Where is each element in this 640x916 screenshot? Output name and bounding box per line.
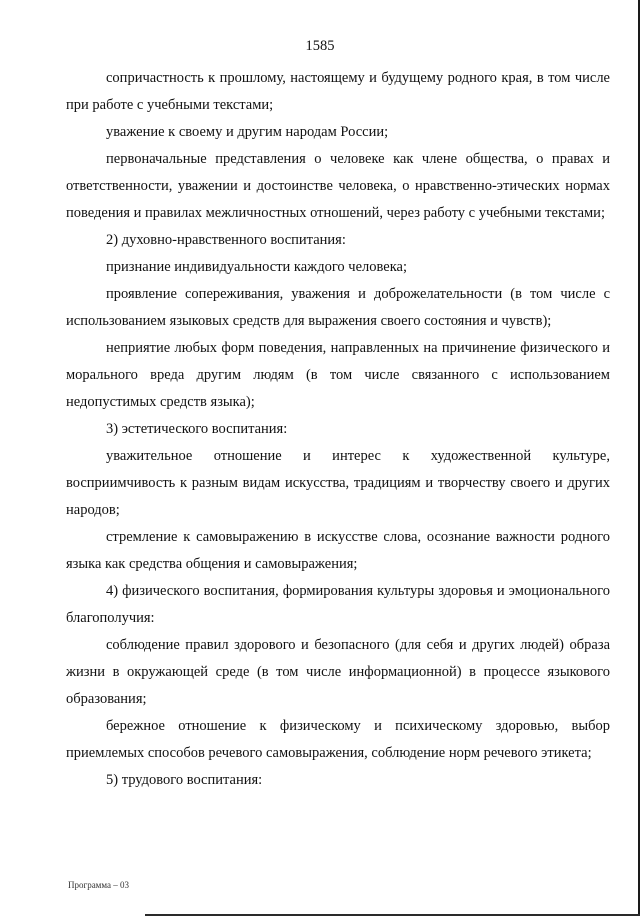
section-heading: 2) духовно-нравственного воспитания: [106,232,346,248]
section-heading: 4) физического воспитания, формирования культуры здоровья и эмоционального благополучия: [66,583,610,626]
paragraph: первоначальные представления о человеке как члене общества, о правах и ответственности, уважении и достоинстве человека, о нравственно-этических нормах поведения и правилах межличностных отношений, через работу с учебными текстами; [66,151,610,221]
paragraph: бережное отношение к физическому и психическому здоровью, выбор приемлемых способов речевого самовыражения, соблюдение норм речевого этикета; [66,718,610,761]
paragraph: признание индивидуальности каждого человека; [106,259,407,275]
paragraph: соблюдение правил здорового и безопасного (для себя и других людей) образа жизни в окружающей среде (в том числе информационной) в процессе языкового образования; [66,637,610,707]
body-text [66,65,610,794]
paragraph: неприятие любых форм поведения, направленных на причинение физического и морального вреда другим людям (в том числе связанного с использованием недопустимых средств языка); [66,340,610,410]
paragraph: стремление к самовыражению в искусстве слова, осознание важности родного языка как средства общения и самовыражения; [66,529,610,572]
paragraph: проявление сопереживания, уважения и доброжелательности (в том числе с использованием языковых средств для выражения своего состояния и чувств); [66,286,610,329]
paragraph: уважительное отношение и интерес к художественной культуре, восприимчивость к разным видам искусства, традициям и творчеству своего и других народов; [66,448,610,518]
paragraph: уважение к своему и другим народам России; [106,124,389,140]
paragraph: сопричастность к прошлому, настоящему и будущему родного края, в том числе при работе с учебными текстами; [66,70,610,113]
page-footer: Программа – 03 [68,880,130,890]
section-heading: 5) трудового воспитания: [106,772,263,788]
page-number: 1585 [305,38,335,54]
section-heading: 3) эстетического воспитания: [106,421,288,437]
